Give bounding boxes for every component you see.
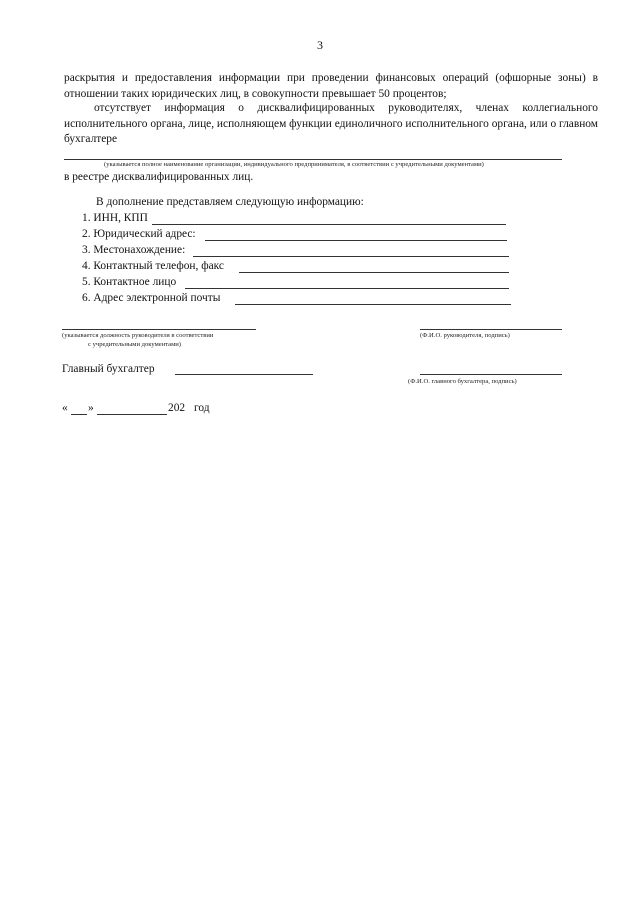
chief-accountant-label: Главный бухгалтер [62, 363, 155, 375]
chief-accountant-caption: (Ф.И.О. главного бухгалтера, подпись) [408, 378, 517, 385]
page-number: 3 [317, 38, 323, 52]
org-name-caption: (указывается полное наименование организации, индивидуального предпринимателя, в соответствии с учредительными документами) [104, 161, 484, 168]
paragraph-offshore: раскрытия и предоставления информации при проведении финансовых операций (офшорные зоны) в отношении таких юридических лиц, в совокупности превышает 50 процентов; [64, 72, 598, 100]
info-item-contact-person: 5. Контактное лицо [82, 276, 177, 288]
date-open-quote: « [62, 402, 68, 414]
registry-text: в реестре дисквалифицированных лиц. [64, 171, 254, 183]
org-name-line [64, 159, 562, 160]
chief-accountant-position-line [175, 374, 313, 375]
head-position-caption-line2: с учредительными документами) [88, 341, 182, 348]
info-item-email: 6. Адрес электронной почты [82, 292, 221, 304]
chief-accountant-signature-line [420, 374, 562, 375]
info-line-legal-address [205, 240, 507, 241]
additional-info-intro: В дополнение представляем следующую информацию: [96, 196, 364, 208]
date-year-suffix: год [194, 402, 210, 414]
date-year: 202 [168, 402, 186, 414]
info-line-inn [152, 224, 506, 225]
date-month-line [97, 414, 167, 415]
head-signature-line [420, 329, 562, 330]
info-item-phone-fax: 4. Контактный телефон, факс [82, 260, 224, 272]
date-day-line [71, 414, 87, 415]
info-item-inn: 1. ИНН, КПП [82, 212, 148, 224]
info-line-email [235, 304, 511, 305]
head-position-caption-line1: (указывается должность руководителя в соответствии [62, 332, 214, 339]
info-line-phone-fax [239, 272, 509, 273]
head-position-line [62, 329, 256, 330]
info-item-location: 3. Местонахождение: [82, 244, 186, 256]
info-item-legal-address: 2. Юридический адрес: [82, 228, 196, 240]
head-signature-caption: (Ф.И.О. руководителя, подпись) [420, 332, 510, 339]
paragraph-disqualified: отсутствует информация о дисквалифицированных руководителях, членах коллегиального исполнительного органа, лице, исполняющем функции единоличного исполнительного органа, или о главном бухгалтере [64, 102, 598, 145]
info-line-contact-person [185, 288, 509, 289]
info-line-location [193, 256, 509, 257]
date-close-quote: » [88, 402, 94, 414]
